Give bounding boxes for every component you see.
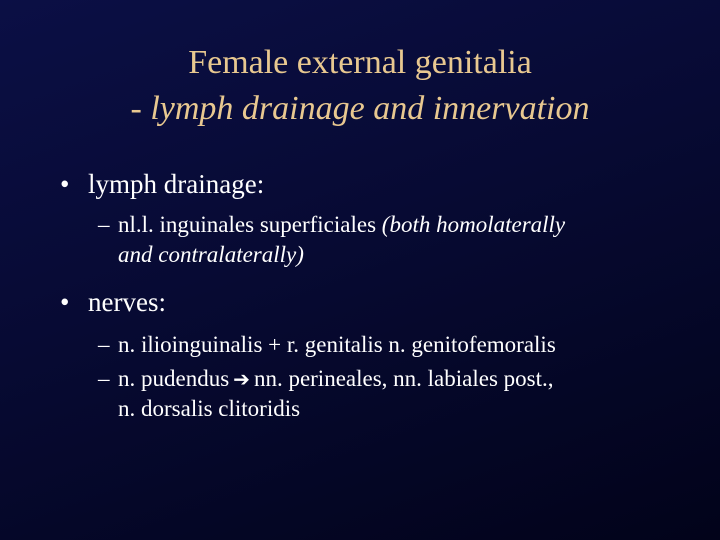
- sub-text-continuation: n. dorsalis clitoridis: [118, 396, 301, 421]
- title-line-2-prefix: -: [130, 90, 151, 127]
- sub-item-pudendus: [98, 364, 698, 424]
- sub-dash: –: [98, 212, 110, 237]
- bullet-dot: •: [60, 287, 70, 317]
- sub-item-ilioinguinalis: [98, 330, 698, 360]
- sub-text-after: nn. perineales, nn. labiales post.,: [253, 366, 554, 391]
- title-line-1: Female external genitalia: [188, 44, 532, 81]
- arrow-right-icon: ➔: [233, 367, 250, 391]
- sub-text-italic: (both homolaterally: [381, 212, 566, 237]
- bullet-nerves: [60, 286, 166, 318]
- sub-dash: –: [98, 332, 110, 357]
- sub-dash: –: [98, 366, 110, 391]
- bullet-dot: •: [60, 169, 70, 199]
- sub-text: n. ilioinguinalis + r. genitalis n. genitofemoralis: [118, 332, 556, 357]
- bullet-label: lymph drainage:: [88, 169, 265, 199]
- sub-text: nl.l. inguinales superficiales: [118, 212, 382, 237]
- bullet-lymph-drainage: [60, 168, 264, 200]
- sub-text-before: n. pudendus: [118, 366, 230, 391]
- bullet-label: nerves:: [88, 287, 166, 317]
- title-line-2-italic: lymph drainage and innervation: [150, 90, 590, 127]
- sub-item-inguinales: [98, 210, 698, 270]
- sub-text-continuation: and contralaterally): [118, 242, 304, 267]
